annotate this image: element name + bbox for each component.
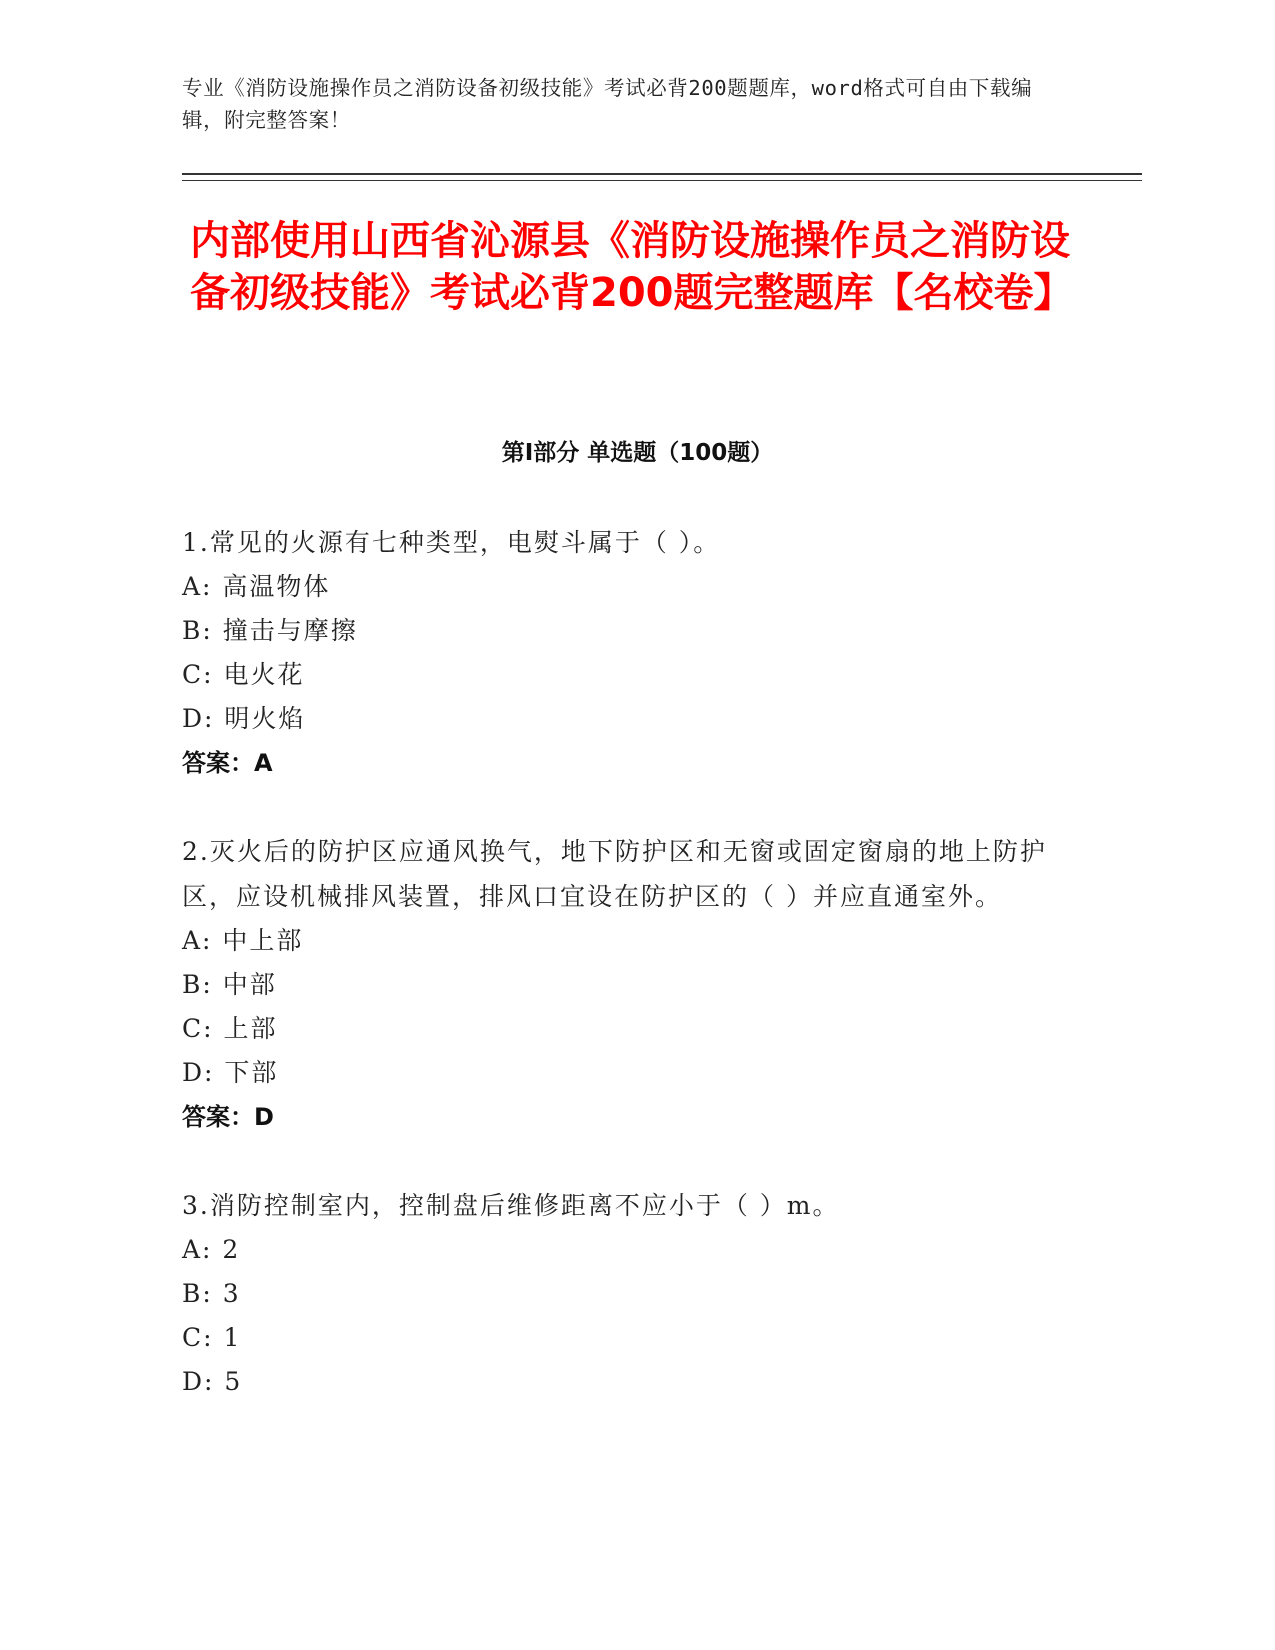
option-d: D: 明火焰 bbox=[182, 704, 306, 733]
option-a: A: 2 bbox=[182, 1235, 241, 1264]
option-d: D: 下部 bbox=[182, 1058, 279, 1087]
option-b: B: 中部 bbox=[182, 970, 277, 999]
question-stem: 3.消防控制室内，控制盘后维修距离不应小于（ ）m。 bbox=[182, 1191, 840, 1220]
question-list bbox=[182, 520, 1062, 1448]
question-1 bbox=[182, 520, 1062, 785]
question-stem: 2.灭火后的防护区应通风换气，地下防护区和无窗或固定窗扇的地上防护区，应设机械排风装置，排风口宜设在防护区的（ ）并应直通室外。 bbox=[182, 837, 1047, 911]
section-heading: 第I部分 单选题（100题） bbox=[501, 440, 774, 466]
header-note: 专业《消防设施操作员之消防设备初级技能》考试必背200题题库，word格式可自由下载编辑，附完整答案！ bbox=[182, 76, 1033, 132]
option-c: C: 上部 bbox=[182, 1014, 278, 1043]
answer-line: 答案：D bbox=[182, 1103, 274, 1131]
document-title: 内部使用山西省沁源县《消防设施操作员之消防设备初级技能》考试必背200题完整题库【名校卷】 bbox=[190, 218, 1074, 316]
question-3 bbox=[182, 1183, 1062, 1404]
option-c: C: 电火花 bbox=[182, 660, 305, 689]
question-2 bbox=[182, 829, 1062, 1139]
question-stem: 1.常见的火源有七种类型，电熨斗属于（ ）。 bbox=[182, 528, 721, 557]
option-b: B: 撞击与摩擦 bbox=[182, 616, 358, 645]
option-c: C: 1 bbox=[182, 1323, 242, 1352]
option-a: A: 高温物体 bbox=[182, 572, 331, 601]
header-divider-thin bbox=[182, 180, 1142, 181]
option-a: A: 中上部 bbox=[182, 926, 304, 955]
option-d: D: 5 bbox=[182, 1367, 243, 1396]
header-divider bbox=[182, 173, 1142, 175]
option-b: B: 3 bbox=[182, 1279, 241, 1308]
answer-line: 答案：A bbox=[182, 749, 273, 777]
